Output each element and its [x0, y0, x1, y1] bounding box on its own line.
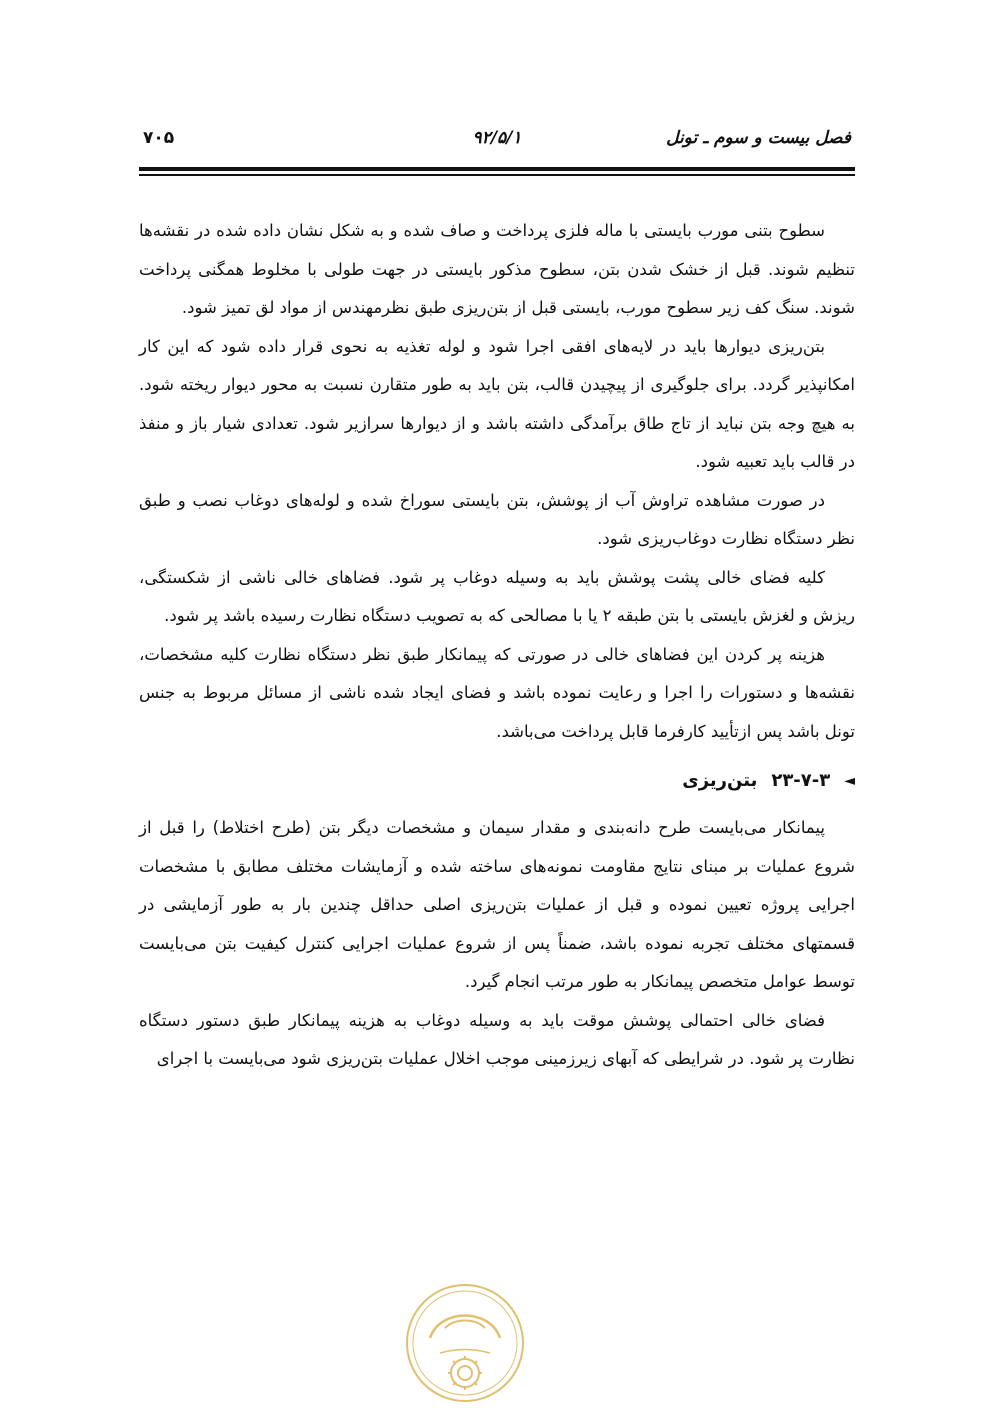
section-heading	[139, 757, 855, 805]
header-rule-thin	[139, 174, 855, 176]
paragraph: فضای خالی احتمالی پوشش موقت باید به وسیله دوغاب به هزینه پیمانکار طبق دستور دستگاه نظارت پر شود. در شرایطی که آبهای زیرزمینی موجب اخلال عملیات بتن‌ریزی شود می‌بایست با اجرای	[139, 1010, 855, 1068]
paragraph: پیمانکار می‌بایست طرح دانه‌بندی و مقدار سیمان و مشخصات دیگر بتن (طرح اختلاط) را قبل از شروع عملیات بر مبنای نتایج مقاومت نمونه‌های ساخته شده و آزمایشات مختلف مطابق با مشخصات اجرایی پروژه تعیین نموده و قبل از عملیات بتن‌ریزی اصلی حداقل چندین بار به طور آزمایشی در قسمتهای مختلف تجربه نموده باشد، ضمناً پس از شروع عملیات اجرایی کنترل کیفیت بتن می‌بایست توسط عوامل متخصص پیمانکار به طور مرتب انجام گیرد.	[139, 818, 855, 991]
paragraph: در صورت مشاهده تراوش آب از پوشش، بتن بایستی سوراخ شده و لوله‌های دوغاب نصب و طبق نظر دستگاه نظارت دوغاب‌ریزی شود.	[139, 490, 855, 548]
header-rule-thick	[139, 167, 855, 171]
revision-date: ۹۲/۵/۱	[472, 128, 522, 148]
paragraph: هزینه پر کردن این فضاهای خالی در صورتی که پیمانکار طبق نظر دستگاه نظارت کلیه مشخصات، نقشه‌ها و دستورات را اجرا و رعایت نموده باشد و فضای ایجاد شده ناشی از مسائل مربوط به جنس تونل باشد پس ازتأیید کارفرما قابل پرداخت می‌باشد.	[139, 644, 855, 741]
page-number: ۷۰۵	[143, 128, 175, 148]
paragraph: سطوح بتنی مورب بایستی با ماله فلزی پرداخت و صاف شده و به شکل نشان داده شده در نقشه‌ها تنظیم شوند. قبل از خشک شدن بتن، سطوح مذکور بایستی در جهت طولی با مخلوط همگنی پرداخت شوند. سنگ کف زیر سطوح مورب، بایستی قبل از بتن‌ریزی طبق نظرمهندس از مواد لق تمیز شود.	[139, 221, 855, 317]
document-body	[139, 212, 855, 1079]
paragraph: بتن‌ریزی دیوارها باید در لایه‌های افقی اجرا شود و لوله تغذیه به نحوی قرار داده شود که این کار امکانپذیر گردد. برای جلوگیری از پیچیدن قالب، بتن باید به طور متقارن نسبت به محور دیوار ریخته شود. به هیچ وجه بتن نباید از تاج طاق برآمدگی داشته باشد و از دیوارها سرازیر شود. تعدادی شیار باز و منفذ در قالب باید تعبیه شود.	[139, 336, 855, 471]
section-bullet-icon: ◄	[844, 773, 855, 789]
paragraph: کلیه فضای خالی پشت پوشش باید به وسیله دوغاب پر شود. فضاهای خالی ناشی از شکستگی، ریزش و لغزش بایستی با بتن طبقه ۲ یا با مصالحی که به تصویب دستگاه نظارت رسیده باشد پر شود.	[139, 567, 855, 625]
section-number: ۲۳-۷-۳	[771, 770, 831, 791]
publisher-stamp-icon	[400, 1278, 530, 1408]
section-title: بتن‌ریزی	[682, 770, 758, 791]
chapter-title: فصل بیست و سوم ـ تونل	[666, 128, 851, 148]
page-header	[143, 128, 851, 156]
